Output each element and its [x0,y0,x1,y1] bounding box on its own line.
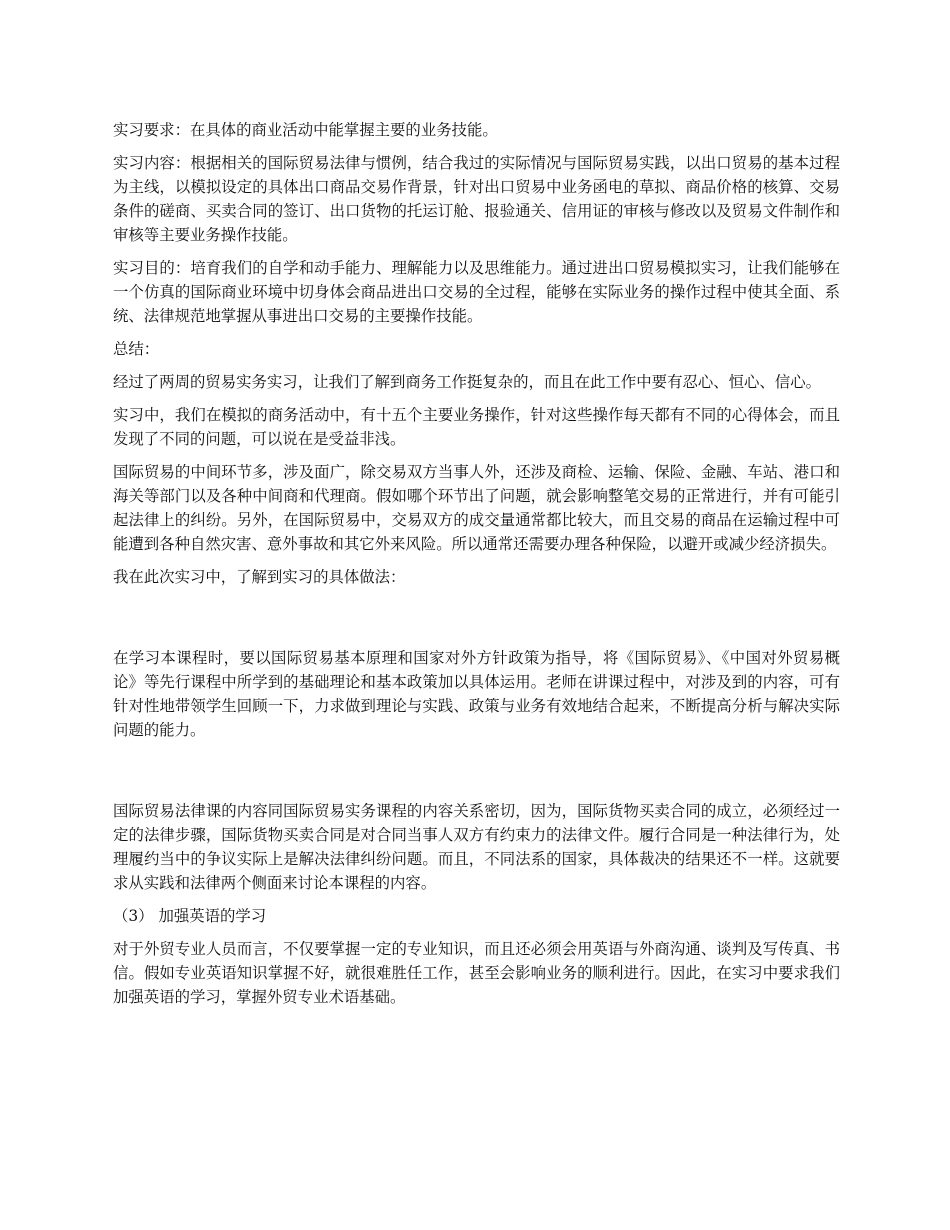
paragraph-english-heading: （3） 加强英语的学习 [113,907,267,925]
blank-space [113,598,840,646]
paragraph-trade-intermediaries: 国际贸易的中间环节多，涉及面广，除交易双方当事人外，还涉及商检、运输、保险、金融、车站、港口和海关等部门以及各种中间商和代理商。假如哪个环节出了问题，就会影响整笔交易的正常进行，并有可能引起法律上的纠纷。另外，在国际贸易中，交易双方的成交量通常都比较大，而且交易的商品在运输过程中可能遭到各种自然灾害、意外事故和其它外来风险。所以通常还需要办理各种保险，以避开或减少经济损失。 [113,463,840,553]
blank-space [113,751,840,799]
paragraph-internship-requirements: 实习要求：在具体的商业活动中能掌握主要的业务技能。 [113,121,498,139]
paragraph-summary-heading: 总结： [113,340,160,358]
paragraph-two-weeks: 经过了两周的贸易实务实习，让我们了解到商务工作挺复杂的，而且在此工作中要有忍心、恒心、信心。 [113,373,821,391]
paragraph-english-study: 对于外贸专业人员而言，不仅要掌握一定的专业知识，而且还必须会用英语与外商沟通、谈判及写传真、书信。假如专业英语知识掌握不好，就很难胜任工作，甚至会影响业务的顺利进行。因此，在实习中要求我们加强英语的学习，掌握外贸专业术语基础。 [113,940,840,1006]
document-body [113,118,840,1018]
paragraph-course-study: 在学习本课程时，要以国际贸易基本原理和国家对外方针政策为指导，将《国际贸易》、《中国对外贸易概论》等先行课程中所学到的基础理论和基本政策加以具体运用。老师在讲课过程中，对涉及到的内容，可有针对性地带领学生回顾一下，力求做到理论与实践、政策与业务有效地结合起来，不断提高分析与解决实际问题的能力。 [113,649,840,739]
paragraph-fifteen-operations: 实习中，我们在模拟的商务活动中，有十五个主要业务操作，针对这些操作每天都有不同的心得体会，而且发现了不同的问题，可以说在是受益非浅。 [113,406,840,448]
paragraph-trade-law: 国际贸易法律课的内容同国际贸易实务课程的内容关系密切，因为，国际货物买卖合同的成立，必须经过一定的法律步骤，国际货物买卖合同是对合同当事人双方有约束力的法律文件。履行合同是一种法律行为，处理履约当中的争议实际上是解决法律纠纷问题。而且，不同法系的国家，具体裁决的结果还不一样。这就要求从实践和法律两个侧面来讨论本课程的内容。 [113,802,840,892]
paragraph-internship-content: 实习内容：根据相关的国际贸易法律与惯例，结合我过的实际情况与国际贸易实践，以出口贸易的基本过程为主线，以模拟设定的具体出口商品交易作背景，针对出口贸易中业务函电的草拟、商品价格的核算、交易条件的磋商、买卖合同的签订、出口货物的托运订舱、报验通关、信用证的审核与修改以及贸易文件制作和审核等主要业务操作技能。 [113,154,840,244]
paragraph-internship-purpose: 实习目的：培育我们的自学和动手能力、理解能力以及思维能力。通过进出口贸易模拟实习，让我们能够在一个仿真的国际商业环境中切身体会商品进出口交易的全过程，能够在实际业务的操作过程中使其全面、系统、法律规范地掌握从事进出口交易的主要操作技能。 [113,259,840,325]
paragraph-specific-practice: 我在此次实习中，了解到实习的具体做法： [113,568,406,586]
